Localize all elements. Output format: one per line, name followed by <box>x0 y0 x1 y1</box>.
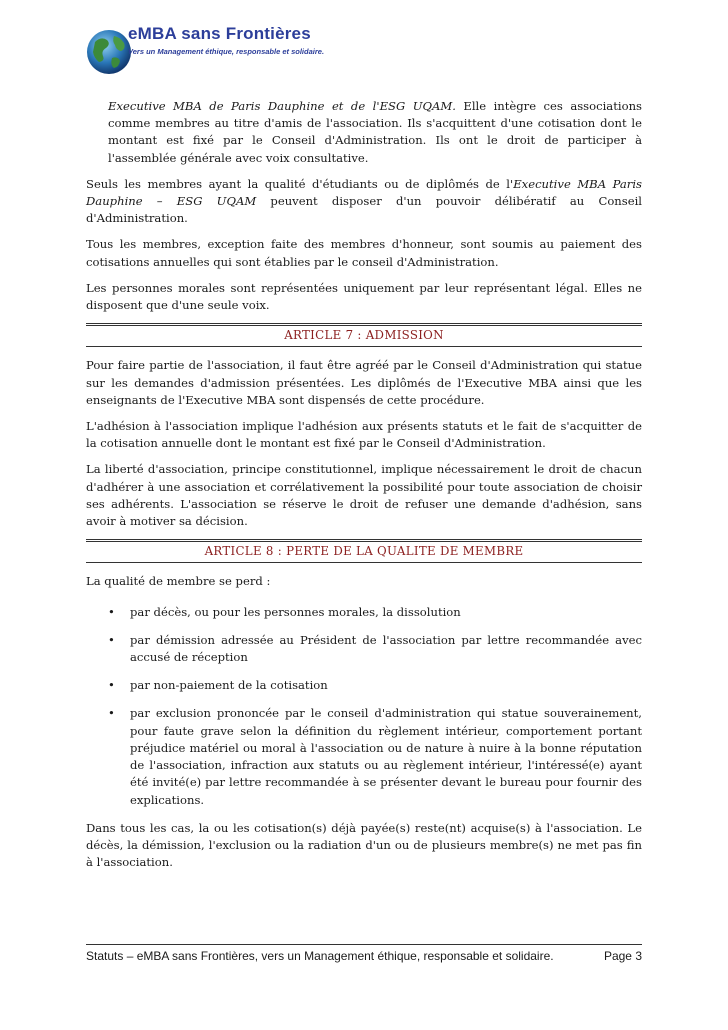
document-body <box>86 98 642 880</box>
article-8-closing: Dans tous les cas, la ou les cotisation(s) déjà payée(s) reste(nt) acquise(s) à l'association. Le décès, la démission, l'exclusion ou la radiation d'un ou de plusieurs membre(s) ne met pas fin à l'association. <box>86 820 642 870</box>
dues-paragraph: Tous les membres, exception faite des membres d'honneur, sont soumis au paiement des cotisations annuelles qui sont établies par le conseil d'Administration. <box>86 237 642 269</box>
globe-icon <box>86 22 132 84</box>
article-7-paragraph-2: L'adhésion à l'association implique l'adhésion aux présents statuts et le fait de s'acquitter de la cotisation annuelle dont le montant est fixé par le Conseil d'Administration. <box>86 419 642 451</box>
article-8-separator <box>86 539 642 542</box>
article-8-intro: La qualité de membre se perd : <box>86 574 271 589</box>
members-text-a: Seuls les membres ayant la qualité d'étudiants ou de diplômés de l' <box>86 176 514 191</box>
page-number: Page 3 <box>603 949 642 963</box>
members-text-italic: Executive MBA Paris Dauphine – ESG UQAM <box>86 176 642 209</box>
intro-italic: Executive MBA de Paris Dauphine et de l'ESG UQAM. <box>108 99 456 113</box>
logo <box>86 18 325 86</box>
footer-title: Statuts – eMBA sans Frontières, vers un Management éthique, responsable et solidaire. <box>86 949 554 963</box>
article-7-paragraph-1: Pour faire partie de l'association, il faut être agréé par le Conseil d'Administration qui statue sur les demandes d'admission présentées. Les diplômés de l'Executive MBA ainsi que les enseignants de l'Executive MBA sont dispensés de cette procédure. <box>86 358 642 407</box>
intro-rest: Elle intègre ces associations comme membres au titre d'amis de l'association. Ils s'acquittent d'une cotisation dont le montant est fixé par le Conseil d'Administration. Ils ont le droit de participer à l'assemblée générale avec voix consultative. <box>108 99 642 165</box>
loss-conditions-list <box>86 604 642 809</box>
list-item <box>86 632 642 666</box>
list-item-text: par décès, ou pour les personnes morales, la dissolution <box>130 604 461 619</box>
list-item <box>86 677 642 694</box>
bullet-icon: • <box>108 678 115 693</box>
article-7-separator <box>86 323 642 326</box>
list-item <box>86 705 642 808</box>
list-item <box>86 604 642 621</box>
list-item-text: par démission adressée au Président de l'association par lettre recommandée avec accusé de réception <box>130 632 642 665</box>
logo-name: eMBA sans Frontières <box>128 24 311 43</box>
legal-persons-paragraph: Les personnes morales sont représentées uniquement par leur représentant légal. Elles ne disposent que d'une seule voix. <box>86 280 642 313</box>
list-item-text: par exclusion prononcée par le conseil d'administration qui statue souverainement, pour faute grave selon la définition du règlement intérieur, comportement portant préjudice matériel ou moral à l'association ou de nature à nuire à la bonne réputation de l'association, infraction aux statuts ou au règlement intérieur, l'intéressé(e) ayant été invité(e) par lettre recommandée à se présenter devant le bureau pour fournir des explications. <box>130 706 642 807</box>
article-7-underline <box>86 346 642 347</box>
members-paragraph <box>86 176 642 228</box>
members-text-c: peuvent disposer d'un pouvoir délibératif au Conseil d'Administration. <box>86 194 642 226</box>
article-8-underline <box>86 562 642 563</box>
bullet-icon: • <box>108 632 115 647</box>
article-7-paragraph-3: La liberté d'association, principe constitutionnel, implique nécessairement le droit de chacun d'adhérer à une association et corrélativement la possibilité pour toute association de choisir ses adhérents. L'association se réserve le droit de refuser une demande d'adhésion, sans avoir à motiver sa décision. <box>86 462 642 529</box>
bullet-icon: • <box>108 706 115 721</box>
article-8-title: ARTICLE 8 : PERTE DE LA QUALITE DE MEMBRE <box>204 544 524 559</box>
logo-tagline: Vers un Management éthique, responsable et solidaire. <box>128 47 325 56</box>
page-footer <box>86 944 642 963</box>
bullet-icon: • <box>108 604 115 619</box>
article-7-title: ARTICLE 7 : ADMISSION <box>284 328 444 343</box>
list-item-text: par non-paiement de la cotisation <box>130 678 328 693</box>
intro-paragraph <box>86 98 642 167</box>
